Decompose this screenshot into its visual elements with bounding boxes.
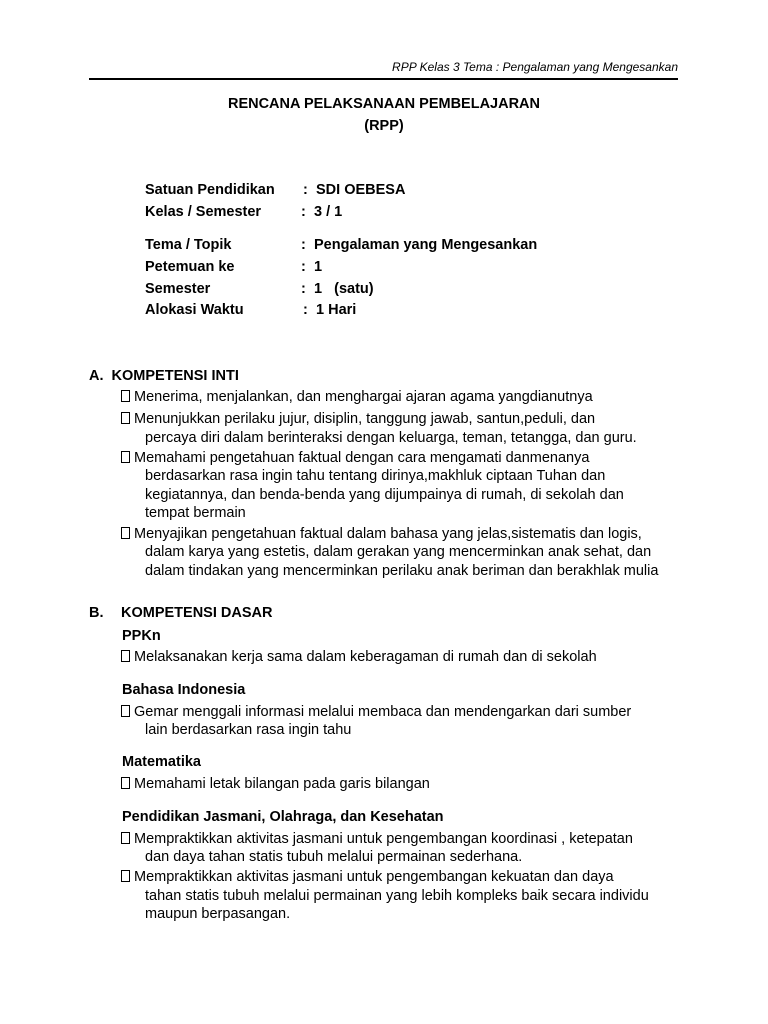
identity-separator: :: [301, 237, 306, 253]
bullet-box-icon: [121, 777, 130, 789]
list-item-continuation: tahan statis tubuh melalui permainan yang lebih kompleks baik secara individu: [145, 888, 649, 904]
document-subtitle: (RPP): [364, 118, 404, 134]
list-item: Menyajikan pengetahuan faktual dalam bahasa yang jelas,sistematis dan logis,: [121, 526, 642, 542]
identity-separator: :: [301, 281, 306, 297]
list-item: Mempraktikkan aktivitas jasmani untuk pengembangan koordinasi , ketepatan: [121, 831, 633, 847]
list-item-continuation: berdasarkan rasa ingin tahu tentang dirinya,makhluk ciptaan Tuhan dan: [145, 468, 606, 484]
list-item-continuation: kegiatannya, dan benda-benda yang dijumpainya di rumah, di sekolah dan: [145, 487, 624, 503]
identity-value: 1: [314, 259, 323, 275]
identity-separator: :: [303, 302, 308, 318]
list-item-continuation: dalam tindakan yang mencerminkan perilaku anak beriman dan berakhlak mulia: [145, 563, 659, 579]
running-header: RPP Kelas 3 Tema : Pengalaman yang Mengesankan: [392, 60, 678, 74]
identity-separator: :: [301, 204, 306, 220]
identity-value: 3 / 1: [314, 204, 343, 220]
identity-label: Alokasi Waktu: [145, 302, 244, 318]
bullet-box-icon: [121, 832, 130, 844]
document-title: RENCANA PELAKSANAAN PEMBELAJARAN: [227, 96, 541, 112]
section-b-letter: B.: [89, 605, 104, 621]
list-item: Menerima, menjalankan, dan menghargai ajaran agama yangdianutnya: [121, 389, 593, 405]
bullet-box-icon: [121, 390, 130, 402]
identity-separator: :: [301, 259, 306, 275]
identity-label: Petemuan ke: [145, 259, 235, 275]
list-item-continuation: lain berdasarkan rasa ingin tahu: [145, 722, 352, 738]
list-item-continuation: percaya diri dalam berinteraksi dengan keluarga, teman, tetangga, dan guru.: [145, 430, 637, 446]
list-item: Mempraktikkan aktivitas jasmani untuk pengembangan kekuatan dan daya: [121, 869, 614, 885]
bullet-box-icon: [121, 451, 130, 463]
list-item: Memahami pengetahuan faktual dengan cara mengamati danmenanya: [121, 450, 589, 466]
subject-heading: PPKn: [122, 628, 161, 644]
list-item: Memahami letak bilangan pada garis bilangan: [121, 776, 430, 792]
bullet-box-icon: [121, 412, 130, 424]
identity-label: Satuan Pendidikan: [145, 182, 275, 198]
section-a-heading: A. KOMPETENSI INTI: [89, 368, 239, 384]
identity-label: Tema / Topik: [145, 237, 232, 253]
bullet-box-icon: [121, 870, 130, 882]
section-b-heading: KOMPETENSI DASAR: [121, 605, 273, 621]
bullet-box-icon: [121, 705, 130, 717]
identity-value: 1 Hari: [316, 302, 357, 318]
identity-separator: :: [303, 182, 308, 198]
list-item-continuation: dan daya tahan statis tubuh melalui permainan sederhana.: [145, 849, 523, 865]
subject-heading: Pendidikan Jasmani, Olahraga, dan Kesehatan: [122, 809, 444, 825]
list-item: Melaksanakan kerja sama dalam keberagaman di rumah dan di sekolah: [121, 649, 597, 665]
subject-heading: Matematika: [122, 754, 201, 770]
header-rule: [89, 78, 678, 80]
identity-label: Kelas / Semester: [145, 204, 262, 220]
list-item-continuation: tempat bermain: [145, 505, 246, 521]
list-item: Gemar menggali informasi melalui membaca dan mendengarkan dari sumber: [121, 704, 631, 720]
list-item: Menunjukkan perilaku jujur, disiplin, tanggung jawab, santun,peduli, dan: [121, 411, 595, 427]
identity-value: SDI OEBESA: [316, 182, 406, 198]
identity-value: Pengalaman yang Mengesankan: [314, 237, 538, 253]
subject-heading: Bahasa Indonesia: [122, 682, 246, 698]
list-item-continuation: maupun berpasangan.: [145, 906, 291, 922]
identity-value: 1 (satu): [314, 281, 374, 297]
bullet-box-icon: [121, 527, 130, 539]
identity-label: Semester: [145, 281, 211, 297]
bullet-box-icon: [121, 650, 130, 662]
list-item-continuation: dalam karya yang estetis, dalam gerakan yang mencerminkan anak sehat, dan: [145, 544, 652, 560]
